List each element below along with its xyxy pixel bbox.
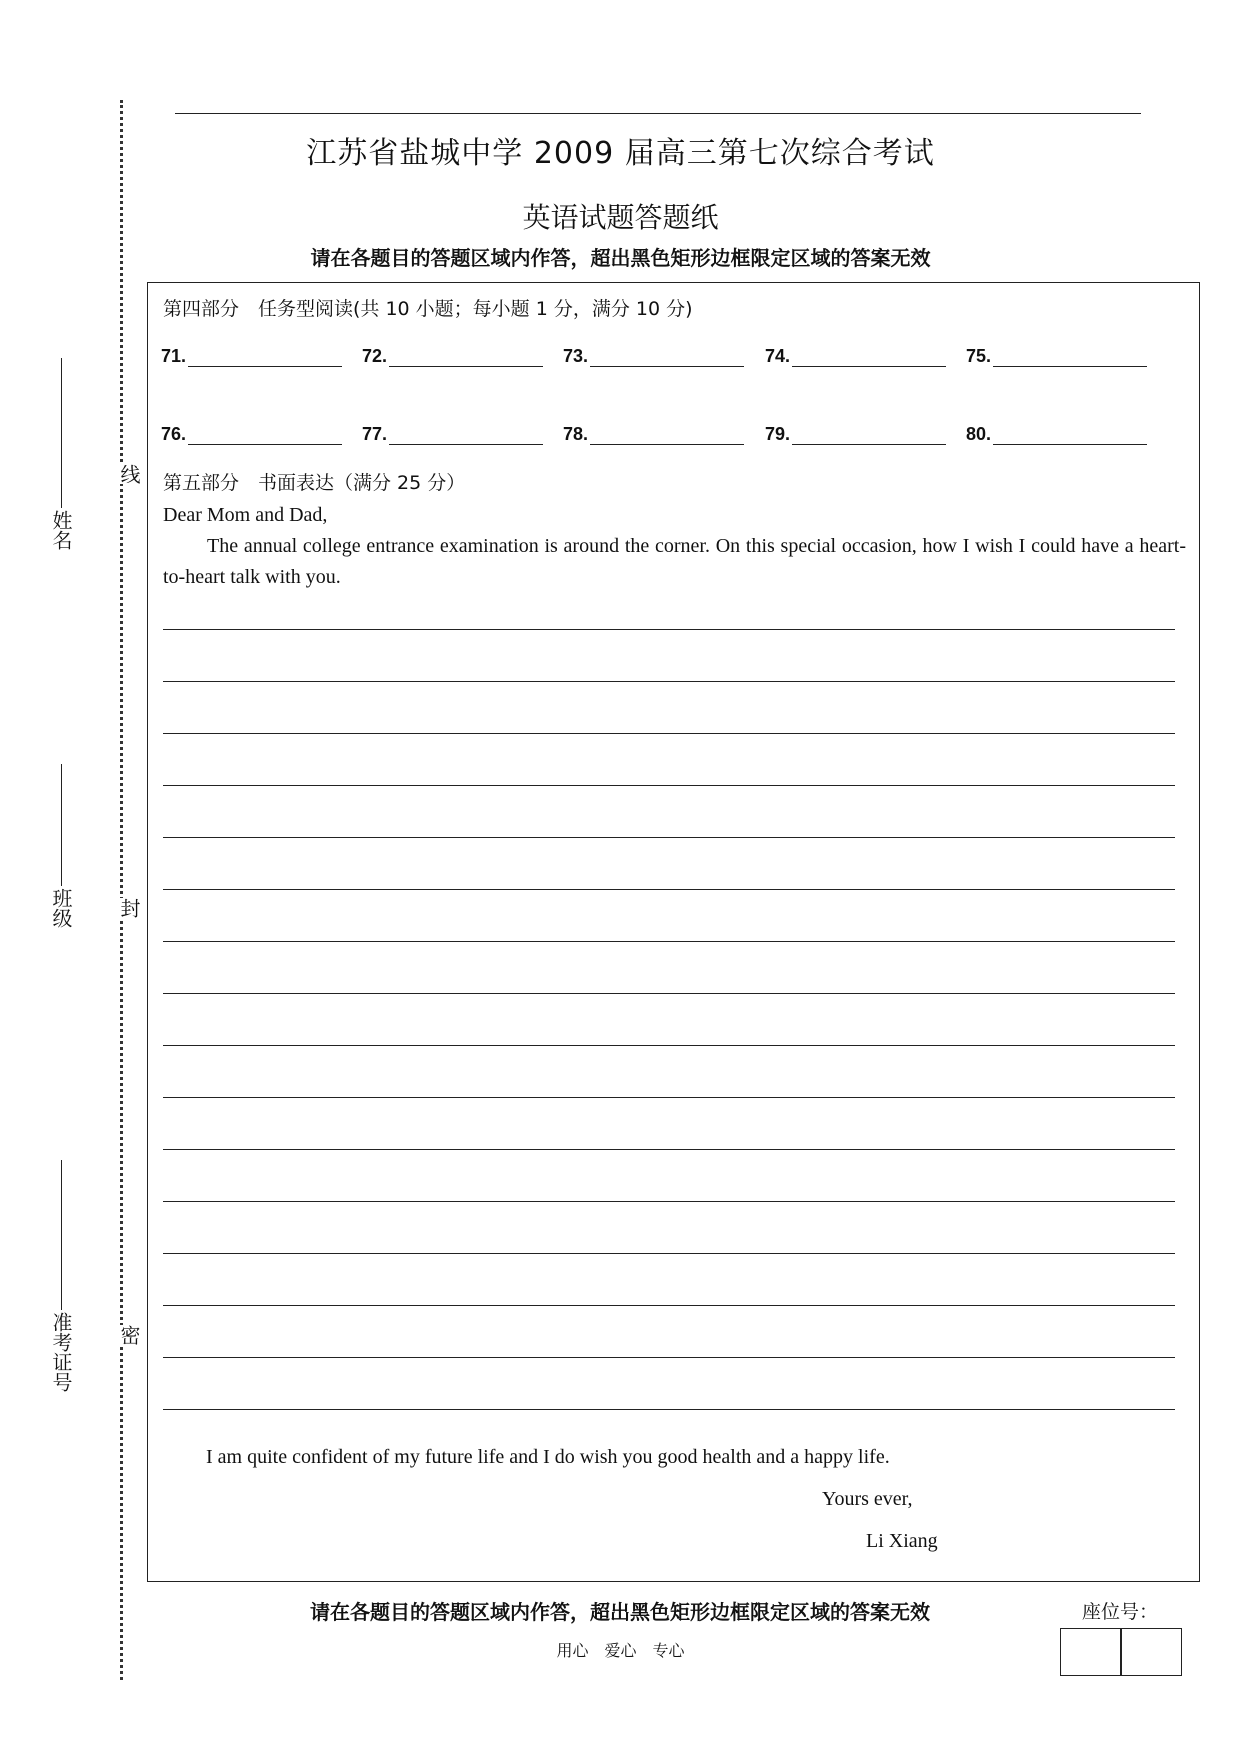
answer-number: 80. bbox=[966, 424, 992, 444]
writing-line[interactable] bbox=[163, 1253, 1175, 1254]
answer-item bbox=[563, 424, 744, 445]
answer-item bbox=[563, 346, 744, 367]
section5-heading: 第五部分 书面表达（满分 25 分） bbox=[163, 472, 466, 494]
writing-line[interactable] bbox=[163, 993, 1175, 994]
writing-line[interactable] bbox=[163, 1305, 1175, 1306]
exam-id-label: 准考证号 bbox=[49, 1312, 73, 1392]
answer-item bbox=[362, 346, 543, 367]
writing-line[interactable] bbox=[163, 1201, 1175, 1202]
answer-number: 75. bbox=[966, 346, 992, 366]
writing-line[interactable] bbox=[163, 1045, 1175, 1046]
writing-line[interactable] bbox=[163, 1409, 1175, 1410]
class-label: 班级 bbox=[49, 888, 73, 928]
answer-blank[interactable] bbox=[993, 346, 1147, 367]
answer-number: 74. bbox=[765, 346, 791, 366]
answer-blank[interactable] bbox=[993, 424, 1147, 445]
exam-id-blank[interactable] bbox=[61, 1160, 62, 1310]
page-subtitle: 英语试题答题纸 bbox=[522, 201, 719, 234]
page-title: 江苏省盐城中学 2009 届高三第七次综合考试 bbox=[306, 136, 935, 171]
answer-item bbox=[765, 346, 946, 367]
answer-item bbox=[161, 424, 342, 445]
class-field[interactable] bbox=[47, 764, 76, 928]
answer-blank[interactable] bbox=[590, 424, 744, 445]
seal-mark-secret: 密 bbox=[115, 1325, 144, 1345]
exam-id-field[interactable] bbox=[47, 1160, 76, 1392]
name-field[interactable] bbox=[47, 358, 76, 550]
writing-line[interactable] bbox=[163, 941, 1175, 942]
answer-item bbox=[966, 346, 1147, 367]
writing-line[interactable] bbox=[163, 889, 1175, 890]
writing-line[interactable] bbox=[163, 1149, 1175, 1150]
answer-blank[interactable] bbox=[389, 424, 543, 445]
name-blank[interactable] bbox=[61, 358, 62, 508]
letter-closing: I am quite confident of my future life and I do wish you good health and a happy life. bbox=[206, 1446, 890, 1468]
seal-mark-line: 线 bbox=[115, 464, 144, 484]
answer-blank[interactable] bbox=[389, 346, 543, 367]
seal-mark-seal: 封 bbox=[115, 898, 144, 918]
answer-item bbox=[362, 424, 543, 445]
answer-blank[interactable] bbox=[188, 346, 342, 367]
answer-blank[interactable] bbox=[590, 346, 744, 367]
notice-bottom: 请在各题目的答题区域内作答，超出黑色矩形边框限定区域的答案无效 bbox=[310, 1600, 930, 1624]
notice-top: 请在各题目的答题区域内作答，超出黑色矩形边框限定区域的答案无效 bbox=[310, 246, 931, 270]
top-rule bbox=[175, 113, 1141, 114]
seat-box-2[interactable] bbox=[1120, 1628, 1182, 1676]
answer-blank[interactable] bbox=[188, 424, 342, 445]
answer-number: 73. bbox=[563, 346, 589, 366]
answer-number: 78. bbox=[563, 424, 589, 444]
answer-item bbox=[765, 424, 946, 445]
writing-line[interactable] bbox=[163, 1097, 1175, 1098]
answer-number: 79. bbox=[765, 424, 791, 444]
seat-label: 座位号： bbox=[1082, 1601, 1159, 1623]
answer-number: 77. bbox=[362, 424, 388, 444]
writing-line[interactable] bbox=[163, 837, 1175, 838]
answer-number: 71. bbox=[161, 346, 187, 366]
answer-blank[interactable] bbox=[792, 346, 946, 367]
writing-line[interactable] bbox=[163, 681, 1175, 682]
answer-item bbox=[161, 346, 342, 367]
motto: 用心 爱心 专心 bbox=[556, 1641, 685, 1660]
letter-salutation: Dear Mom and Dad, bbox=[163, 504, 328, 526]
answer-blank[interactable] bbox=[792, 424, 946, 445]
letter-signature: Li Xiang bbox=[866, 1530, 938, 1552]
section4-heading: 第四部分 任务型阅读(共 10 小题；每小题 1 分，满分 10 分) bbox=[163, 298, 693, 320]
letter-sign-off: Yours ever, bbox=[822, 1488, 913, 1510]
writing-line[interactable] bbox=[163, 629, 1175, 630]
seat-box-1[interactable] bbox=[1060, 1628, 1122, 1676]
letter-opening: The annual college entrance examination is around the corner. On this special occasion, how I wish I could have a heart-to-heart talk with you. bbox=[163, 535, 1186, 588]
answer-item bbox=[966, 424, 1147, 445]
class-blank[interactable] bbox=[61, 764, 62, 886]
writing-line[interactable] bbox=[163, 733, 1175, 734]
writing-line[interactable] bbox=[163, 785, 1175, 786]
name-label: 姓名 bbox=[49, 510, 73, 550]
answer-number: 72. bbox=[362, 346, 388, 366]
seal-dotted-line bbox=[120, 100, 123, 1680]
answer-number: 76. bbox=[161, 424, 187, 444]
writing-line[interactable] bbox=[163, 1357, 1175, 1358]
